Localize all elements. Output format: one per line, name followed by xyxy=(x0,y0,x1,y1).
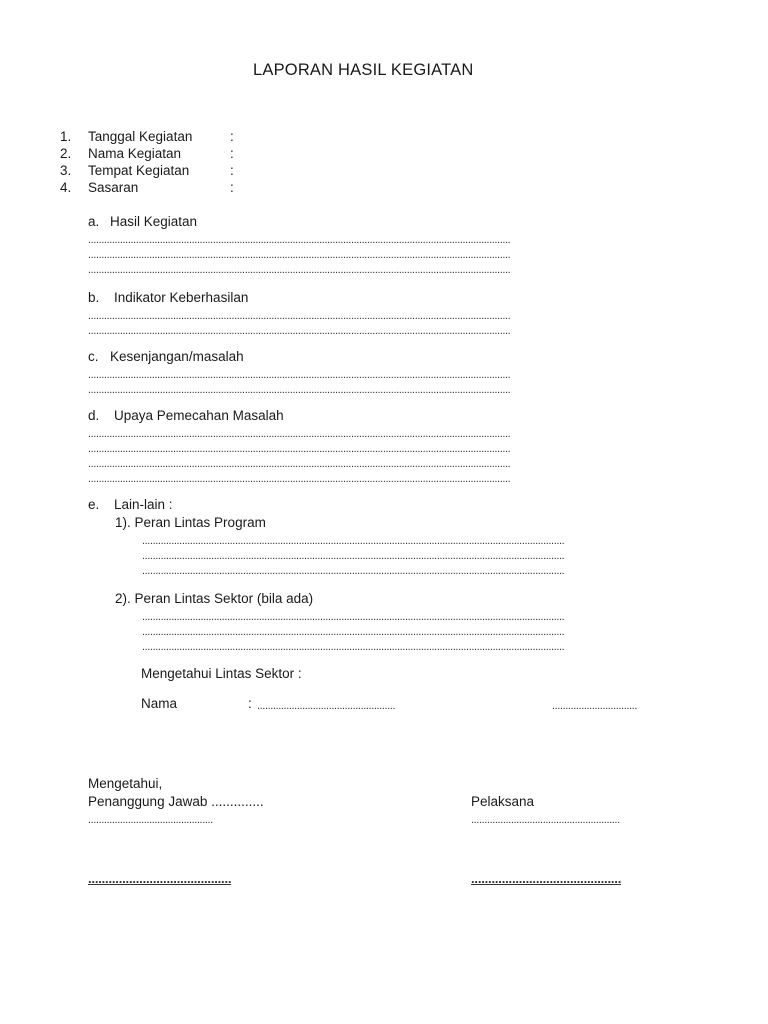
mengetahui-label: Mengetahui, xyxy=(88,776,163,791)
field-number: 1. xyxy=(60,129,72,144)
dotted-line: ............................................................................................................................................................... xyxy=(88,428,511,440)
nama-separator: : xyxy=(248,696,252,711)
section-label-hasil: Hasil Kegiatan xyxy=(110,214,198,229)
dotted-line: ............................................................................................................................................................... xyxy=(88,473,511,485)
dotted-line: ............................................................................................................................................................... xyxy=(88,458,511,470)
dotted-line: ............................................................................................................................................................... xyxy=(88,249,511,261)
field-number: 3. xyxy=(60,163,72,178)
dotted-line: ............................................................................................................................................................... xyxy=(142,565,565,577)
section-label-kesenjangan: Kesenjangan/masalah xyxy=(110,349,244,364)
section-letter: c. xyxy=(88,349,99,364)
sub-item-lintas-sektor: 2). Peran Lintas Sektor (bila ada) xyxy=(115,591,314,606)
dotted-line: ............................................................................................................................................................... xyxy=(142,611,565,623)
dotted-line: ............................................................................................................................................................... xyxy=(88,310,511,322)
penanggung-signature-line: .......................................... xyxy=(88,871,232,886)
mengetahui-lintas-sektor-label: Mengetahui Lintas Sektor : xyxy=(141,666,302,681)
section-letter: b. xyxy=(88,290,100,305)
dotted-line: ............................................................................................................................................................... xyxy=(88,264,511,276)
section-letter: a. xyxy=(88,214,100,229)
section-label-upaya: Upaya Pemecahan Masalah xyxy=(114,408,284,423)
pelaksana-dotted-field: ........................................................ xyxy=(471,814,620,826)
pelaksana-label: Pelaksana xyxy=(471,794,535,809)
section-letter: e. xyxy=(88,497,100,512)
field-label-nama: Nama Kegiatan xyxy=(88,146,182,161)
penanggung-jawab-label: Penanggung Jawab .............. xyxy=(88,794,264,809)
signature-dotted-field: ................................ xyxy=(552,700,637,712)
dotted-line: ............................................................................................................................................................... xyxy=(88,369,511,381)
field-label-sasaran: Sasaran xyxy=(88,180,139,195)
field-separator: : xyxy=(230,129,234,144)
section-label-lain-lain: Lain-lain : xyxy=(114,497,173,512)
dotted-line: ............................................................................................................................................................... xyxy=(142,626,565,638)
nama-label: Nama xyxy=(141,696,178,711)
dotted-line: ............................................................................................................................................................... xyxy=(142,550,565,562)
field-number: 2. xyxy=(60,146,72,161)
pelaksana-signature-line: ............................................ xyxy=(471,871,622,886)
dotted-line: ............................................................................................................................................................... xyxy=(88,234,511,246)
field-separator: : xyxy=(230,163,234,178)
section-letter: d. xyxy=(88,408,100,423)
field-separator: : xyxy=(230,146,234,161)
field-number: 4. xyxy=(60,180,72,195)
penanggung-dotted-field: ............................................... xyxy=(88,814,213,826)
section-label-indikator: Indikator Keberhasilan xyxy=(114,290,249,305)
dotted-line: ............................................................................................................................................................... xyxy=(142,535,565,547)
field-label-tempat: Tempat Kegiatan xyxy=(88,163,190,178)
nama-dotted-field: .................................................... xyxy=(257,700,396,712)
field-separator: : xyxy=(230,180,234,195)
dotted-line: ............................................................................................................................................................... xyxy=(88,443,511,455)
page-title: LAPORAN HASIL KEGIATAN xyxy=(253,61,474,79)
sub-item-lintas-program: 1). Peran Lintas Program xyxy=(115,515,266,530)
dotted-line: ............................................................................................................................................................... xyxy=(88,325,511,337)
dotted-line: ............................................................................................................................................................... xyxy=(142,641,565,653)
field-label-tanggal: Tanggal Kegiatan xyxy=(88,129,193,144)
dotted-line: ............................................................................................................................................................... xyxy=(88,384,511,396)
